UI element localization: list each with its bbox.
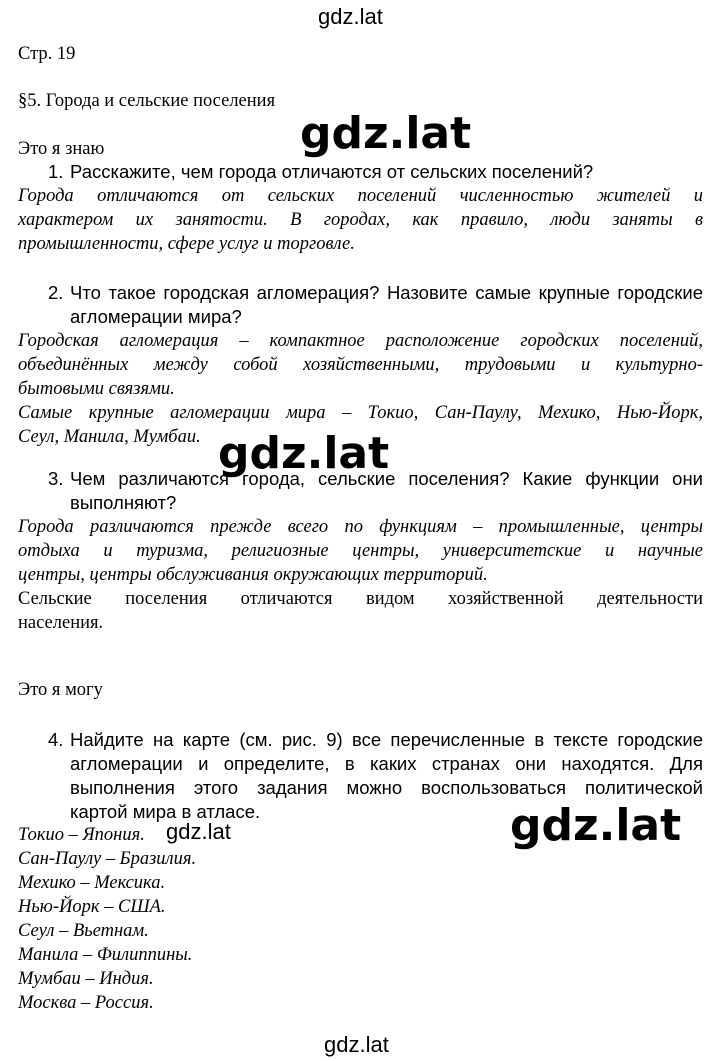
question-3-line: выполняют?	[70, 492, 177, 513]
list-item: Мумбаи – Индия.	[18, 969, 154, 989]
question-2-line: агломерации мира?	[70, 306, 242, 327]
section-title: §5. Города и сельские поселения	[18, 91, 276, 111]
answer-4-list	[18, 823, 196, 1015]
part1-heading: Это я знаю	[18, 139, 105, 159]
answer-1-line: характером их занятости. В городах, как правило, люди заняты в	[18, 210, 703, 230]
list-item: Мехико – Мексика.	[18, 873, 166, 893]
answer-2-line: бытовыми связями.	[18, 379, 175, 399]
answer-3-line: отдыха и туризма, религиозные центры, университетские и научные	[18, 541, 703, 561]
answer-3-line: населения.	[18, 613, 104, 633]
question-3-line: Чем различаются города, сельские поселения? Какие функции они	[70, 468, 703, 489]
answer-3-line: центры, центры обслуживания окружающих территорий.	[18, 565, 488, 585]
question-1-number: 1.	[48, 161, 64, 182]
answer-2-line: объединённых между собой хозяйственными, трудовыми и культурно-	[18, 355, 703, 375]
answer-1	[18, 184, 703, 256]
answer-2	[18, 329, 703, 449]
list-item: Токио – Япония.	[18, 825, 145, 845]
watermark-large-1: gdz.lat	[300, 108, 472, 159]
question-2-line: Что такое городская агломерация? Назовите самые крупные городские	[70, 282, 703, 303]
question-3-number: 3.	[48, 468, 64, 489]
watermark-large-3: gdz.lat	[510, 800, 682, 851]
list-item: Сан-Паулу – Бразилия.	[18, 849, 197, 869]
answer-3-rural	[18, 587, 703, 635]
answer-2-line: Сеул, Манила, Мумбаи.	[18, 427, 201, 447]
page-ref: Стр. 19	[18, 44, 76, 64]
watermark-small-1: gdz.lat	[166, 819, 231, 844]
question-4-number: 4.	[48, 729, 64, 750]
watermark-large-2: gdz.lat	[218, 428, 390, 479]
list-item: Нью-Йорк – США.	[18, 897, 166, 917]
question-4-line: Найдите на карте (см. рис. 9) все перечисленные в тексте городские	[70, 729, 703, 750]
question-4-line: агломерации и определите, в каких странах они находятся. Для	[70, 753, 703, 774]
part2-heading: Это я могу	[18, 680, 103, 700]
answer-2-line: Самые крупные агломерации мира – Токио, Сан-Паулу, Мехико, Нью-Йорк,	[18, 403, 703, 423]
question-4-line: выполнения этого задания можно воспользоваться политической	[70, 777, 703, 798]
watermark-bottom: gdz.lat	[324, 1032, 389, 1057]
list-item: Сеул – Вьетнам.	[18, 921, 149, 941]
answer-1-line: промышленности, сфере услуг и торговле.	[18, 234, 355, 254]
answer-3	[18, 515, 703, 587]
question-2-number: 2.	[48, 282, 64, 303]
question-1-text: Расскажите, чем города отличаются от сельских поселений?	[70, 161, 594, 182]
answer-2-line: Городская агломерация – компактное расположение городских поселений,	[18, 331, 703, 351]
answer-1-line: Города отличаются от сельских поселений численностью жителей и	[18, 186, 703, 206]
list-item: Манила – Филиппины.	[18, 945, 193, 965]
answer-3-line: Города различаются прежде всего по функциям – промышленные, центры	[18, 517, 703, 537]
list-item: Москва – Россия.	[18, 993, 154, 1013]
answer-3-line: Сельские поселения отличаются видом хозяйственной деятельности	[18, 589, 703, 609]
watermark-top: gdz.lat	[318, 4, 383, 29]
question-4-line: картой мира в атласе.	[70, 801, 261, 822]
